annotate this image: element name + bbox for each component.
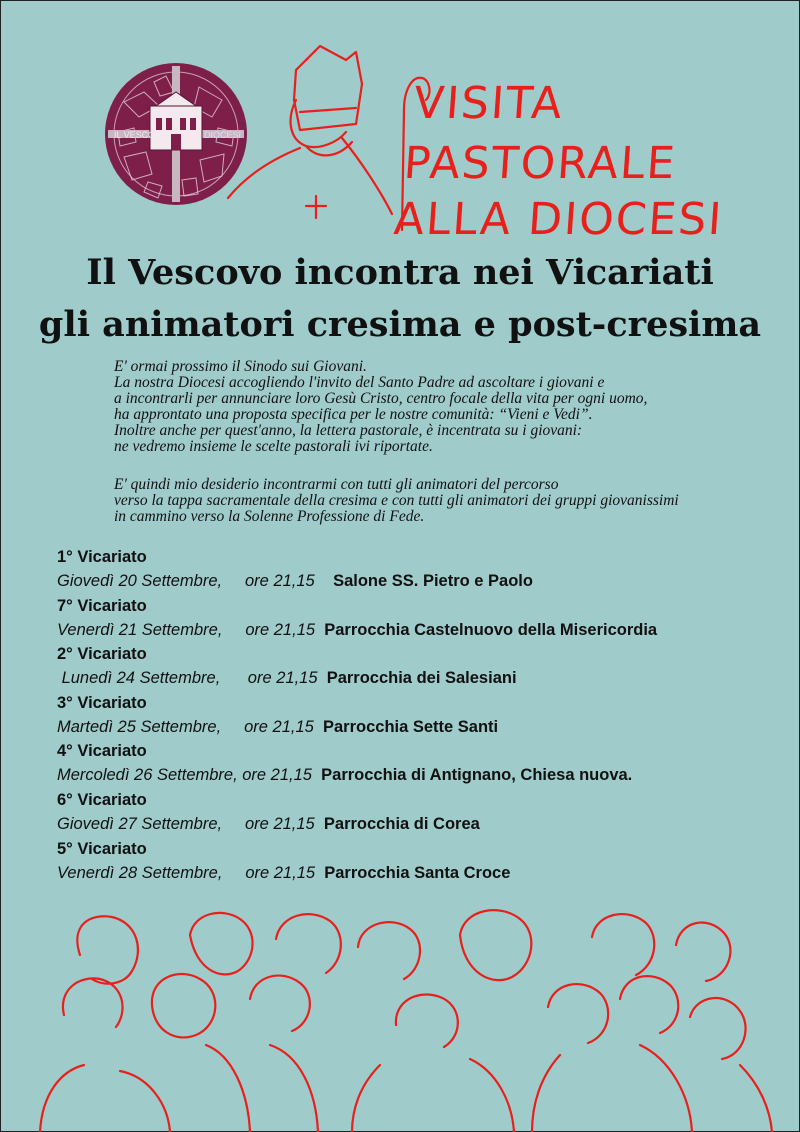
schedule-gap (315, 621, 324, 639)
schedule-item (57, 742, 797, 791)
vicariato-label: 7° Vicariato (57, 596, 147, 615)
schedule-line (57, 718, 498, 737)
vicariato-label: 3° Vicariato (57, 693, 147, 712)
title-line-2: gli animatori cresima e post-cresima (38, 304, 762, 345)
vicariato-label: 1° Vicariato (57, 548, 147, 566)
schedule-gap (318, 669, 327, 687)
crowd-drawing (0, 895, 800, 1132)
schedule-item (57, 694, 797, 743)
intro-paragraph-1: E' ormai prossimo il Sinodo sui Giovani. La nostra Diocesi accogliendo l'invito del Santo Padre ad ascoltare i giovani e a incontrarli per annunciare loro Gesù Cristo, centro focale della vita per ogni uomo, ha approntato una proposta specifica per le nostre comunità: “Vieni e Vedi”. Inoltre anche per quest'anno, la lettera pastorale, è incentrata su i giovani: ne vedremo insieme le scelte pastorali ivi riportate. (114, 358, 648, 455)
schedule-place: Parrocchia di Antignano, Chiesa nuova. (321, 766, 633, 785)
schedule-line (57, 766, 632, 785)
schedule-date: Venerdì 28 Settembre, ore 21,15 (57, 863, 316, 882)
schedule-date: Martedì 25 Settembre, ore 21,15 (57, 717, 314, 736)
schedule-date: Lunedì 24 Settembre, ore 21,15 (57, 669, 318, 688)
schedule-line (57, 572, 533, 591)
schedule-place: Parrocchia Castelnuovo della Misericordia (324, 620, 658, 639)
schedule-date: Giovedì 20 Settembre, ore 21,15 (57, 572, 315, 590)
schedule-date: Giovedì 27 Settembre, ore 21,15 (57, 814, 315, 833)
vicariato-label: 5° Vicariato (57, 839, 147, 858)
intro-paragraph-2: E' quindi mio desiderio incontrarmi con tutti gli animatori del percorso verso la tappa sacramentale della cresima e con tutti gli animatori dei gruppi giovanissimi in cammino verso la Solenne Professione di Fede. (114, 476, 679, 525)
vicariato-label: 6° Vicariato (57, 790, 147, 809)
schedule-gap (314, 718, 323, 736)
schedule-item (57, 840, 797, 889)
schedule-date: Mercoledì 26 Settembre, ore 21,15 (57, 766, 312, 785)
schedule-place: Parrocchia di Corea (323, 814, 480, 833)
logo-right-text: DIOCESI (204, 130, 242, 140)
schedule-item (57, 597, 797, 646)
logo-left-text: IL VESCOVO (114, 130, 169, 140)
schedule-place: Parrocchia Santa Croce (324, 863, 511, 882)
headline-line-2: PASTORALE (402, 138, 679, 189)
headline-line-1: VISITA (412, 78, 566, 129)
schedule-line (57, 669, 517, 688)
schedule-item (57, 791, 797, 840)
vicariato-label: 4° Vicariato (57, 742, 147, 761)
schedule-item (57, 548, 797, 597)
schedule-item (57, 645, 797, 694)
schedule-place: Salone SS. Pietro e Paolo (333, 572, 533, 590)
schedule-gap (315, 864, 324, 882)
title-line-1: Il Vescovo incontra nei Vicariati (86, 252, 714, 293)
schedule-date: Venerdì 21 Settembre, ore 21,15 (57, 620, 316, 639)
schedule-place: Parrocchia dei Salesiani (326, 669, 517, 688)
schedule-gap (315, 572, 333, 590)
vicariato-label: 2° Vicariato (57, 645, 147, 664)
schedule-line (57, 815, 480, 834)
schedule-list (57, 548, 797, 888)
headline-line-3: ALLA DIOCESI (392, 194, 725, 245)
schedule-line (57, 864, 510, 883)
schedule-line (57, 621, 657, 640)
schedule-place: Parrocchia Sette Santi (322, 717, 499, 736)
schedule-gap (315, 815, 324, 833)
schedule-gap (312, 766, 321, 784)
